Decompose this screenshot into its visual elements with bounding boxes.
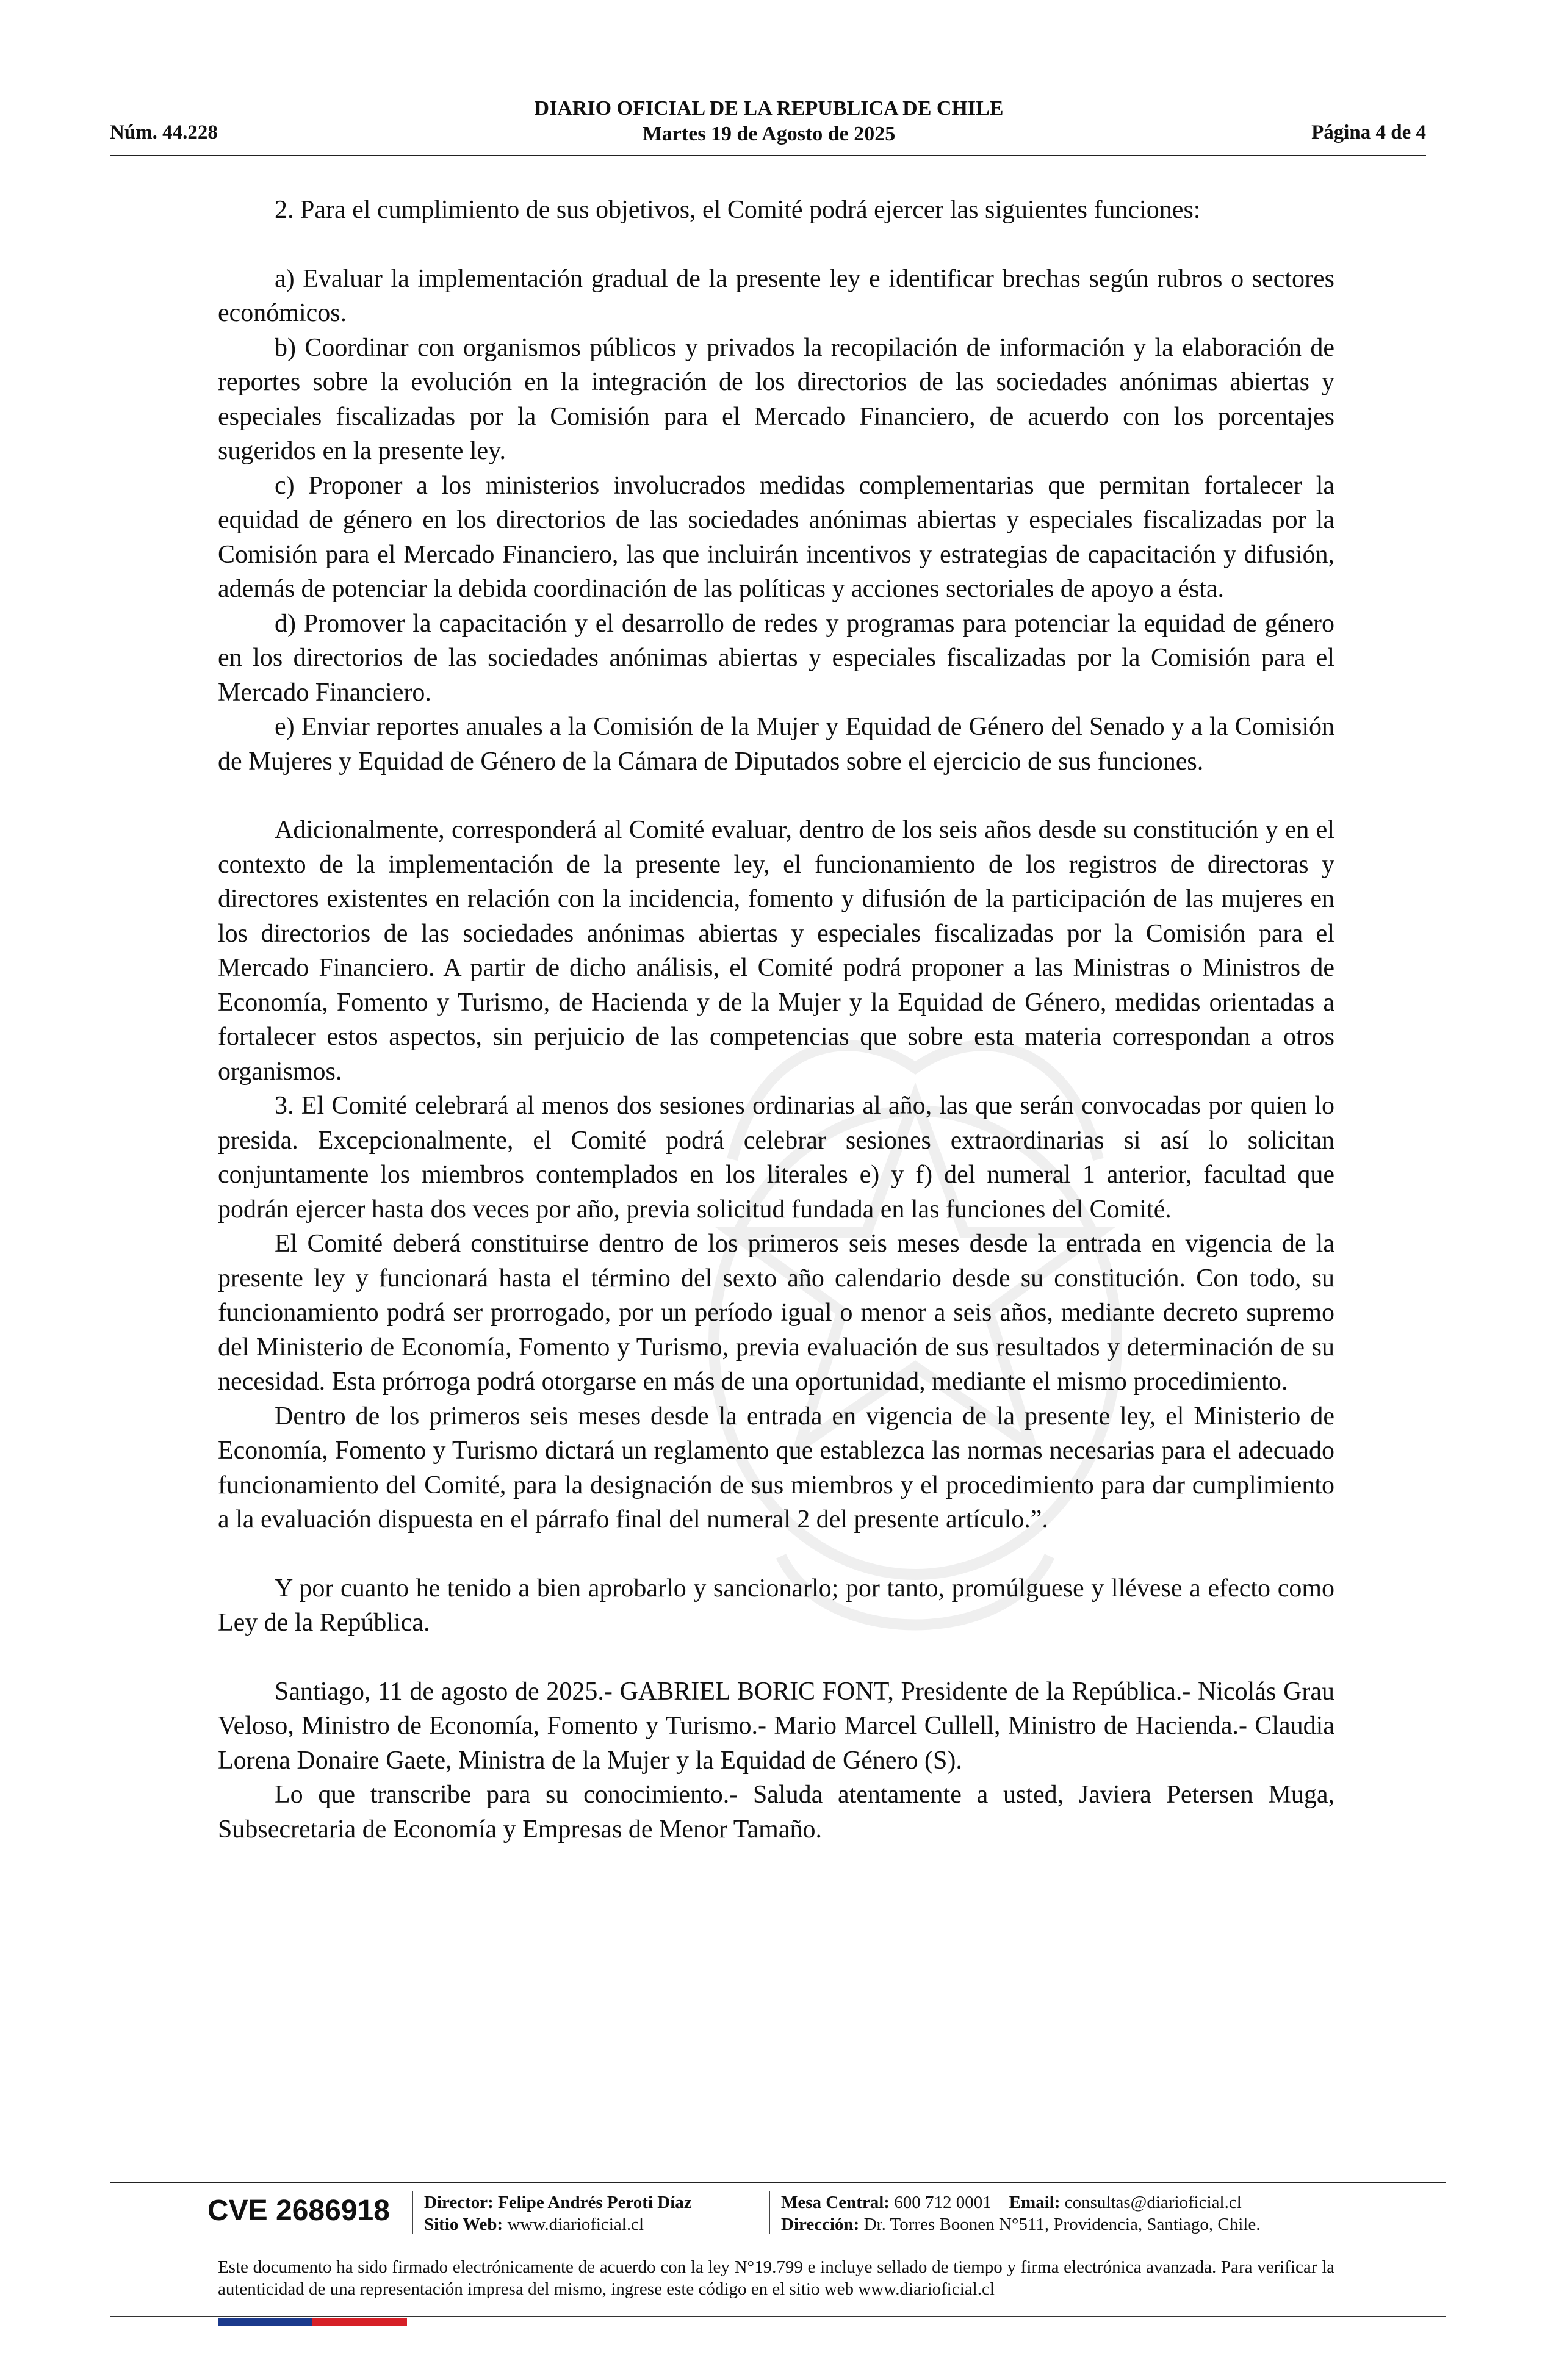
email-label: Email: xyxy=(1009,2193,1061,2212)
paragraph: El Comité deberá constituirse dentro de los primeros seis meses desde la entrada en vigencia de la presente ley y funcionará hasta el término del sexto año calendario desde su constitución. Con todo, su funcionamiento podrá ser prorrogado, por un período igual o menor a seis años, mediante decreto supremo del Ministerio de Economía, Fomento y Turismo, previa evaluación de sus resultados y determinación de su necesidad. Esta prórroga podrá otorgarse en más de una oportunidad, mediante el mismo procedimiento. xyxy=(218,1230,1334,1396)
footer-divider xyxy=(110,2182,1446,2183)
paragraph: Y por cuanto he tenido a bien aprobarlo y sancionarlo; por tanto, promúlguese y llévese a efecto como Ley de la República. xyxy=(218,1574,1334,1637)
director-label: Director: xyxy=(424,2193,494,2212)
footer-bottom-divider xyxy=(110,2316,1446,2317)
paragraph: d) Promover la capacitación y el desarrollo de redes y programas para potenciar la equidad de género en los directorios de las sociedades anónimas abiertas y especiales fiscalizadas por la Comisión para el Mercado Financiero. xyxy=(218,609,1334,707)
paragraph: 2. Para el cumplimiento de sus objetivos, el Comité podrá ejercer las siguientes funciones: xyxy=(275,196,1201,224)
address-label: Dirección: xyxy=(781,2215,860,2234)
cve-code: CVE 2686918 xyxy=(207,2194,390,2227)
paragraph: Dentro de los primeros seis meses desde la entrada en vigencia de la presente ley, el Ministerio de Economía, Fomento y Turismo dictará un reglamento que establezca las normas necesarias para el adecuado funcionamiento del Comité, para la designación de sus miembros y el procedimiento para dar cumplimiento a la evaluación dispuesta en el párrafo final del numeral 2 del presente artículo.”. xyxy=(218,1402,1334,1534)
paragraph: Lo que transcribe para su conocimiento.- Saluda atentamente a usted, Javiera Petersen Muga, Subsecretaria de Economía y Empresas de Menor Tamaño. xyxy=(218,1781,1334,1844)
email-link[interactable]: consultas@diarioficial.cl xyxy=(1064,2193,1242,2212)
paragraph: Santiago, 11 de agosto de 2025.- GABRIEL BORIC FONT, Presidente de la República.- Nicolás Grau Veloso, Ministro de Economía, Fomento y Turismo.- Mario Marcel Cullell, Ministro de Hacienda.- Claudia Lorena Donaire Gaete, Ministra de la Mujer y la Equidad de Género (S). xyxy=(218,1677,1334,1775)
document-body xyxy=(218,193,1334,1847)
site-label: Sitio Web: xyxy=(424,2215,503,2234)
signature-note: Este documento ha sido firmado electrónicamente de acuerdo con la ley N°19.799 e incluye sellado de tiempo y firma electrónica avanzada. Para verificar la autenticidad de una representación impresa del mismo, ingrese este código en el sitio web www.diarioficial.cl xyxy=(218,2257,1334,2299)
page-indicator: Página 4 de 4 xyxy=(1311,121,1426,143)
paragraph: Adicionalmente, corresponderá al Comité evaluar, dentro de los seis años desde su constitución y en el contexto de la implementación de la presente ley, el funcionamiento de los registros de directoras y directores existentes en relación con la incidencia, fomento y difusión de la participación de las mujeres en los directorios de las sociedades anónimas abiertas y especiales fiscalizadas por la Comisión para el Mercado Financiero. A partir de dicho análisis, el Comité podrá proponer a las Ministras o Ministros de Economía, Fomento y Turismo, de Hacienda y de la Mujer y la Equidad de Género, medidas orientadas a fortalecer estos aspectos, sin perjuicio de las competencias que sobre esta materia correspondan a otros organismos. xyxy=(218,816,1334,1086)
footer-separator xyxy=(769,2191,770,2234)
phone-label: Mesa Central: xyxy=(781,2193,890,2212)
paragraph: 3. El Comité celebrará al menos dos sesiones ordinarias al año, las que serán convocadas por quien lo presida. Excepcionalmente, el Comité podrá celebrar sesiones extraordinarias si así lo solicitan conjuntamente los miembros contemplados en los literales e) y f) del numeral 1 anterior, facultad que podrán ejercer hasta dos veces por año, previa solicitud fundada en las funciones del Comité. xyxy=(218,1092,1334,1224)
phone-number: 600 712 0001 xyxy=(894,2193,992,2212)
paragraph: c) Proponer a los ministerios involucrados medidas complementarias que permitan fortalecer la equidad de género en los directorios de las sociedades anónimas abiertas y especiales fiscalizadas por la Comisión para el Mercado Financiero, las que incluirán incentivos y estrategias de capacitación y difusión, además de potenciar la debida coordinación de las políticas y acciones sectoriales de apoyo a ésta. xyxy=(218,471,1334,603)
publication-date: Martes 19 de Agosto de 2025 xyxy=(642,123,896,145)
paragraph: a) Evaluar la implementación gradual de la presente ley e identificar brechas según rubros o sectores económicos. xyxy=(218,264,1334,327)
address-text: Dr. Torres Boonen N°511, Providencia, Santiago, Chile. xyxy=(863,2215,1261,2234)
footer-separator xyxy=(412,2191,413,2234)
publication-header xyxy=(427,96,1111,147)
site-link[interactable]: www.diarioficial.cl xyxy=(507,2215,644,2234)
footer-info xyxy=(207,2187,1355,2235)
footer-director-column xyxy=(424,2191,692,2235)
paragraph: b) Coordinar con organismos públicos y privados la recopilación de información y la elaboración de reportes sobre la evolución en la integración de los directorios de las sociedades anónimas abiertas y especiales fiscalizadas por la Comisión para el Mercado Financiero, de acuerdo con los porcentajes sugeridos en la presente ley. xyxy=(218,333,1334,465)
issue-number: Núm. 44.228 xyxy=(110,121,218,143)
flag-stripe-red xyxy=(312,2318,407,2326)
flag-stripe-blue xyxy=(218,2318,312,2326)
header-divider xyxy=(110,155,1426,156)
paragraph: e) Enviar reportes anuales a la Comisión de la Mujer y Equidad de Género del Senado y a la Comisión de Mujeres y Equidad de Género de la Cámara de Diputados sobre el ejercicio de sus funciones. xyxy=(218,713,1334,776)
footer-contact-column xyxy=(781,2191,1260,2235)
publication-title: DIARIO OFICIAL DE LA REPUBLICA DE CHILE xyxy=(534,97,1004,120)
director-name: Felipe Andrés Peroti Díaz xyxy=(498,2193,692,2212)
